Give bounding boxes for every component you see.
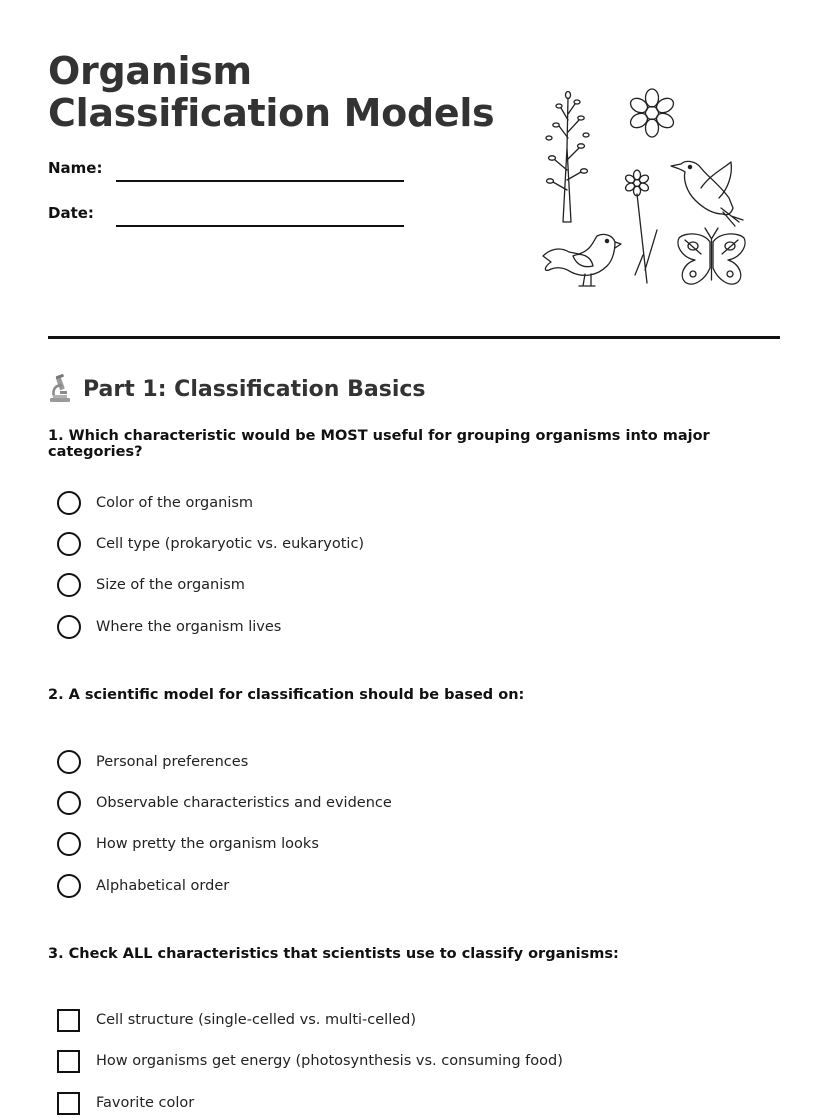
checkbox[interactable]	[57, 1009, 80, 1032]
question-3: 3. Check ALL characteristics that scientists use to classify organisms:	[48, 946, 619, 962]
tree-icon	[546, 92, 589, 223]
radio-button[interactable]	[57, 750, 81, 774]
checkbox[interactable]	[57, 1092, 80, 1115]
question-1-option-3[interactable]	[57, 572, 245, 598]
bird-icon	[543, 234, 621, 286]
name-label: Name:	[48, 159, 103, 177]
question-3-option-2[interactable]	[57, 1048, 563, 1074]
part1-heading-text: Part 1: Classification Basics	[83, 376, 426, 402]
nature-illustration	[535, 80, 755, 295]
part1-heading	[48, 372, 426, 406]
question-1-option-1[interactable]	[57, 490, 253, 516]
option-label: Personal preferences	[96, 754, 249, 770]
name-field[interactable]	[116, 180, 404, 182]
option-label: Favorite color	[96, 1095, 195, 1111]
question-3-option-1[interactable]	[57, 1007, 416, 1033]
option-label: Cell structure (single-celled vs. multi-celled)	[96, 1012, 416, 1028]
worksheet-title: Organism Classification Models	[48, 49, 495, 135]
microscope-icon	[48, 374, 72, 404]
radio-button[interactable]	[57, 573, 81, 597]
question-2-option-4[interactable]	[57, 873, 229, 899]
question-3-option-3[interactable]	[57, 1090, 194, 1116]
option-label: Where the organism lives	[96, 619, 282, 635]
option-label: How pretty the organism looks	[96, 836, 319, 852]
option-label: Size of the organism	[96, 577, 245, 593]
question-2-option-1[interactable]	[57, 749, 248, 775]
question-2-option-2[interactable]	[57, 790, 392, 816]
section-divider	[48, 336, 780, 339]
radio-button[interactable]	[57, 615, 81, 639]
option-label: How organisms get energy (photosynthesis vs. consuming food)	[96, 1053, 563, 1069]
checkbox[interactable]	[57, 1050, 80, 1073]
radio-button[interactable]	[57, 791, 81, 815]
radio-button[interactable]	[57, 832, 81, 856]
radio-button[interactable]	[57, 532, 81, 556]
bird-icon	[671, 161, 743, 226]
option-label: Observable characteristics and evidence	[96, 795, 392, 811]
small-flower-icon	[624, 170, 657, 283]
date-label: Date:	[48, 204, 94, 222]
flower-icon	[628, 89, 676, 137]
question-2: 2. A scientific model for classification should be based on:	[48, 687, 525, 703]
question-1-option-2[interactable]	[57, 531, 364, 557]
question-2-option-3[interactable]	[57, 831, 319, 857]
butterfly-icon	[678, 228, 745, 284]
radio-button[interactable]	[57, 491, 81, 515]
question-1-option-4[interactable]	[57, 614, 281, 640]
question-1: 1. Which characteristic would be MOST useful for grouping organisms into major categories?	[48, 428, 710, 460]
radio-button[interactable]	[57, 874, 81, 898]
option-label: Cell type (prokaryotic vs. eukaryotic)	[96, 536, 365, 552]
date-field[interactable]	[116, 225, 404, 227]
option-label: Color of the organism	[96, 495, 254, 511]
option-label: Alphabetical order	[96, 878, 230, 894]
